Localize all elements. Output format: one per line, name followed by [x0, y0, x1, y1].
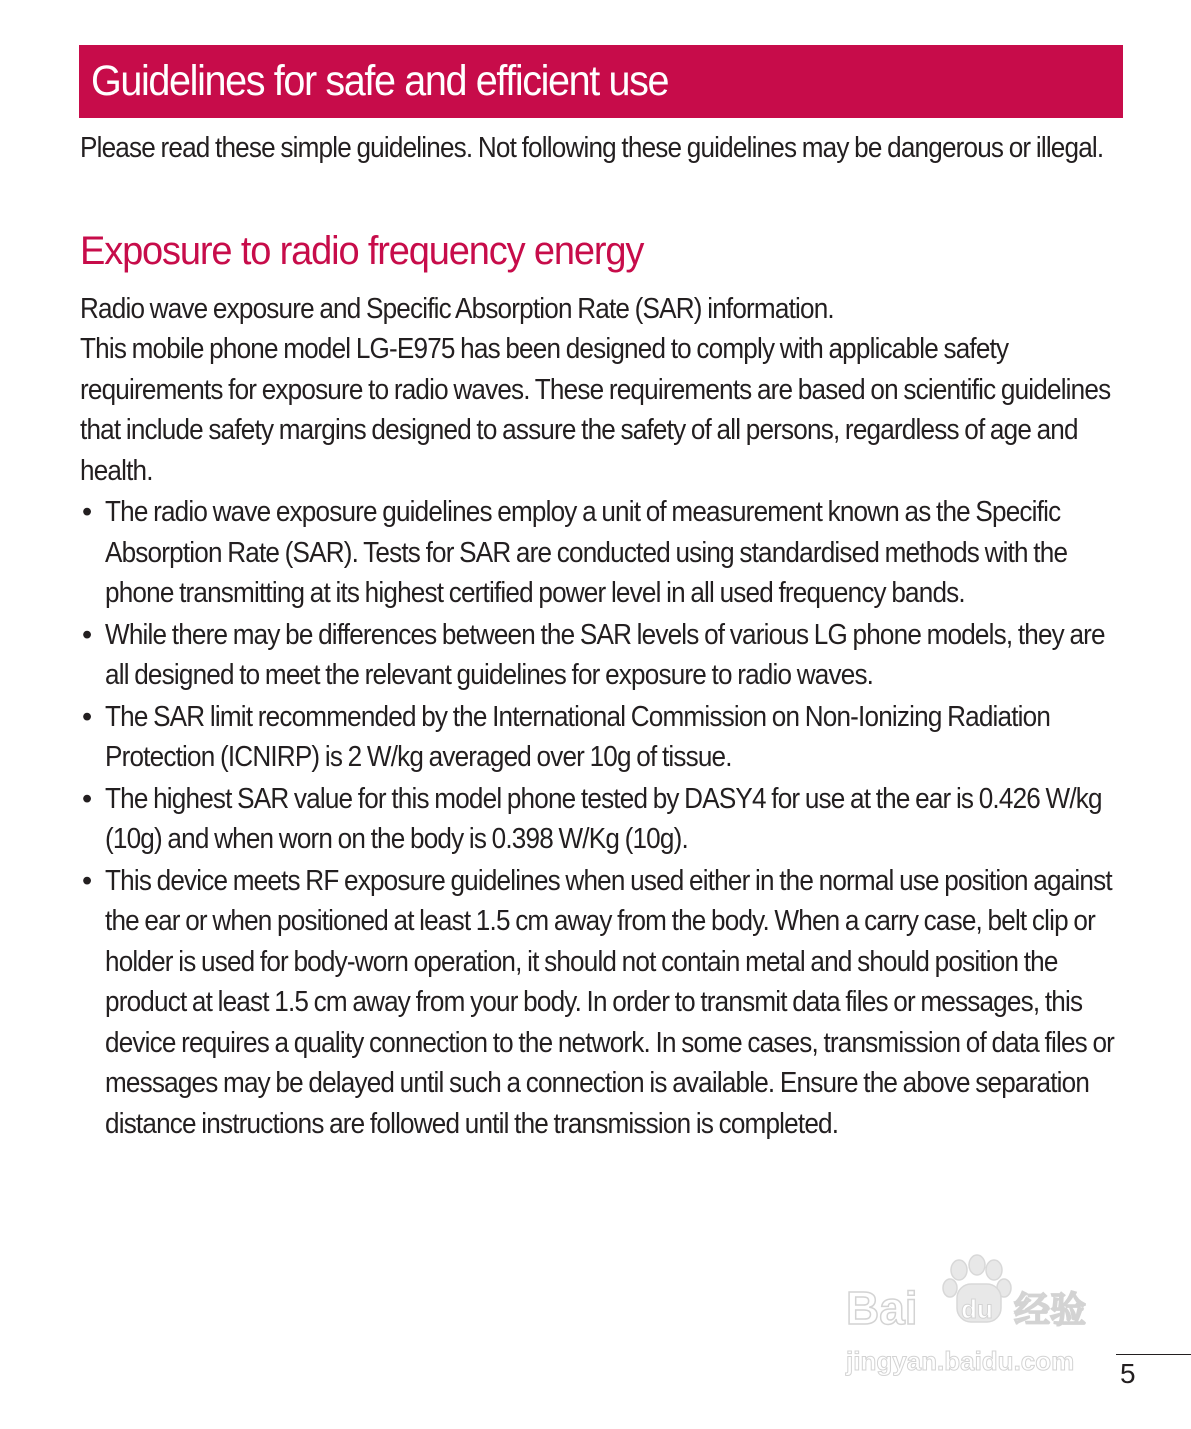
- watermark-url: jingyan.baidu.com: [846, 1346, 1075, 1376]
- bullet-icon: •: [82, 864, 93, 897]
- page-number: 5: [1120, 1358, 1136, 1389]
- bullet-icon: •: [82, 618, 93, 651]
- bullet-list: [80, 492, 1125, 1144]
- section-heading: Exposure to radio frequency energy: [80, 228, 644, 273]
- baidu-watermark: [842, 1252, 1120, 1382]
- bullet-icon: •: [82, 782, 93, 815]
- bullet-text: The radio wave exposure guidelines employ a unit of measurement known as the Specific Absorption Rate (SAR). Tests for SAR are conducted using standardised methods with the phone transmitting at its highest certified power level in all used frequency bands.: [105, 496, 1068, 609]
- list-item: [80, 697, 1125, 778]
- footer-rule: [1116, 1354, 1191, 1355]
- list-item: [80, 779, 1125, 860]
- main-content: [80, 128, 1125, 1144]
- section-paragraph-1: Radio wave exposure and Specific Absorption Rate (SAR) information.: [80, 292, 834, 325]
- baidu-paw-logo-icon: [842, 1252, 1120, 1382]
- page-title: Guidelines for safe and efficient use: [91, 57, 669, 105]
- svg-text:Bai: Bai: [846, 1282, 918, 1334]
- section-paragraph-2: This mobile phone model LG-E975 has been designed to comply with applicable safety requirements for exposure to radio waves. These requirements are based on scientific guidelines that include safety margins designed to assure the safety of all persons, regardless of age and health.: [80, 333, 1111, 487]
- bullet-text: While there may be differences between the SAR levels of various LG phone models, they are all designed to meet the relevant guidelines for exposure to radio waves.: [105, 618, 1105, 691]
- intro-paragraph: Please read these simple guidelines. Not following these guidelines may be dangerous or illegal.: [80, 132, 1104, 164]
- bullet-icon: •: [82, 700, 93, 733]
- bullet-text: This device meets RF exposure guidelines when used either in the normal use position against the ear or when positioned at least 1.5 cm away from the body. When a carry case, belt clip or holder is used for body-worn operation, it should not contain metal and should position the product at least 1.5 cm away from your body. In order to transmit data files or messages, this device requires a quality connection to the network. In some cases, transmission of data files or messages may be delayed until such a connection is available. Ensure the above separation distance instructions are followed until the transmission is completed.: [105, 864, 1115, 1140]
- svg-text:经验: 经验: [1014, 1290, 1087, 1331]
- list-item: [80, 492, 1125, 614]
- svg-text:du: du: [961, 1294, 993, 1324]
- list-item: [80, 615, 1125, 696]
- bullet-icon: •: [82, 496, 93, 528]
- bullet-text: The highest SAR value for this model phone tested by DASY4 for use at the ear is 0.426 W/kg (10g) and when worn on the body is 0.398 W/Kg (10g).: [105, 782, 1102, 855]
- title-banner: [79, 45, 1123, 118]
- list-item: [80, 861, 1125, 1145]
- bullet-text: The SAR limit recommended by the International Commission on Non-Ionizing Radiation Protection (ICNIRP) is 2 W/kg averaged over 10g of tissue.: [105, 700, 1051, 773]
